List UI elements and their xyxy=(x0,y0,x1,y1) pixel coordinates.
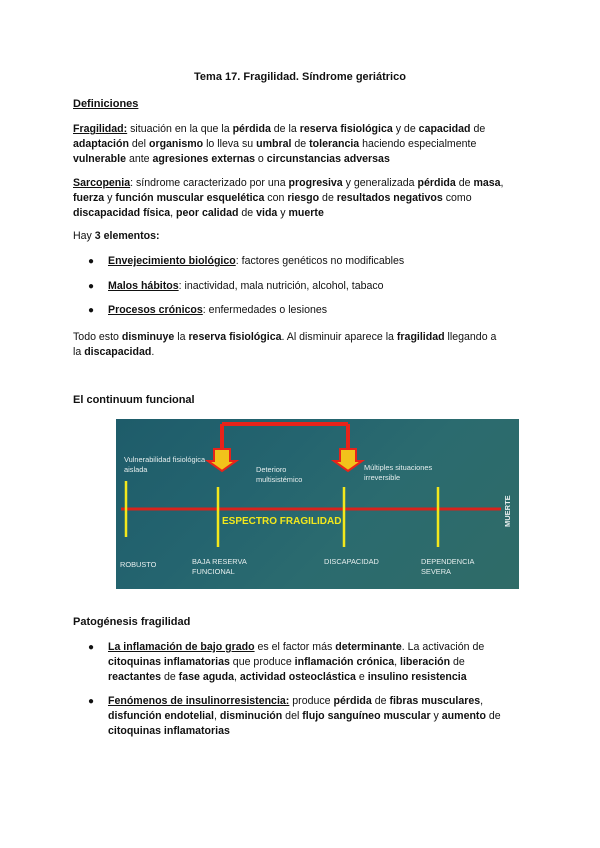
muerte-label: MUERTE xyxy=(503,495,512,527)
sarcopenia-paragraph: Sarcopenia: síndrome caracterizado por una progresiva y generalizada pérdida de masa, fuerza y función muscular esquelética con riesgo de resultados negativos como discapacidad física, peor calidad de vida y muerte xyxy=(73,177,504,219)
label-dependencia: DEPENDENCIA SEVERA xyxy=(421,557,474,576)
label-deterioro: Deterioro multisistémico xyxy=(256,465,303,484)
down-arrow-icon xyxy=(334,449,362,471)
term-sarcopenia: Sarcopenia xyxy=(73,177,131,189)
patogenesis-heading: Patogénesis fragilidad xyxy=(73,616,191,628)
label-vulnerabilidad: Vulnerabilidad fisiológica aislada xyxy=(124,455,206,474)
label-multiples: Múltiples situaciones irreversible xyxy=(364,463,433,482)
continuum-diagram xyxy=(116,419,519,589)
term-fragilidad: Fragilidad: xyxy=(73,123,128,135)
label-discapacidad: DISCAPACIDAD xyxy=(324,557,379,566)
label-baja-reserva: BAJA RESERVA FUNCIONAL xyxy=(192,557,247,576)
page-title: Tema 17. Fragilidad. Síndrome geriátrico xyxy=(194,71,406,83)
bullet-icon: ● xyxy=(88,256,95,267)
definiciones-heading: Definiciones xyxy=(73,98,139,110)
bracket-line xyxy=(222,424,348,449)
todo-paragraph: Todo esto disminuye la reserva fisiológica. Al disminuir aparece la fragilidad llegando a la discapacidad. xyxy=(73,331,497,358)
fragilidad-paragraph: Fragilidad: situación en la que la pérdida de la reserva fisiológica y de capacidad de adaptación del organismo lo lleva su umbral de tolerancia haciendo especialmente vulnerable ante agresiones externas o circunstancias adversas xyxy=(73,123,486,165)
hay-elementos: Hay 3 elementos: xyxy=(73,230,160,242)
bullet-icon: ● xyxy=(88,696,95,707)
bullet-icon: ● xyxy=(88,305,95,316)
bullet-icon: ● xyxy=(88,281,95,292)
bullet-icon: ● xyxy=(88,642,95,653)
document-page: Tema 17. Fragilidad. Síndrome geriátrico Definiciones Fragilidad: situación en la que la pérdida de la reserva fisiológica y de capacidad de adaptación del organismo lo lleva su umbral de tolerancia haciendo especialmente vulnerable ante agresiones externas o circunstancias adversas Sarcopenia: síndrome caracterizado por una progresiva y generalizada pérdida de masa, fuerza y función muscular esquelética con riesgo de resultados negativos como discapacidad física, peor calidad de vida y muerte Hay 3 elementos: ● Envejecimiento biológico: factores genéticos no modificables ● Malos hábitos: inactividad, mala nutrición, alcohol, tabaco ● Procesos crónicos: enfermedades o lesiones Todo esto disminuye la reserva fisiológica. Al disminuir aparece la fragilidad llegando a la discapacidad. El continuum funcional Vulnerabilidad fisiológica aislada Deterioro multisistémico Múltiples situaciones irreversible ESPECTRO FRAGILIDAD MUERTE ROBUSTO BAJA RESERVA FUNCIONAL DISCAPACIDAD DEPENDENCIA SEVERA Patogénesis fragilidad ● La inflamación de bajo grado es el factor más determinante. La activación de citoquinas inflamatorias que produce inflamación crónica, liberación de reactantes de fase aguda, actividad osteoclástica e insulino resistencia ● Fenómenos de insulinorresistencia: produce pérdida de fibras musculares, disfunción endotelial, disminución del flujo sanguíneo muscular y aumento de citoquinas inflamatorias xyxy=(0,0,600,848)
continuum-heading: El continuum funcional xyxy=(73,394,195,406)
label-robusto: ROBUSTO xyxy=(120,560,157,569)
spectrum-label: ESPECTRO FRAGILIDAD xyxy=(222,516,342,527)
